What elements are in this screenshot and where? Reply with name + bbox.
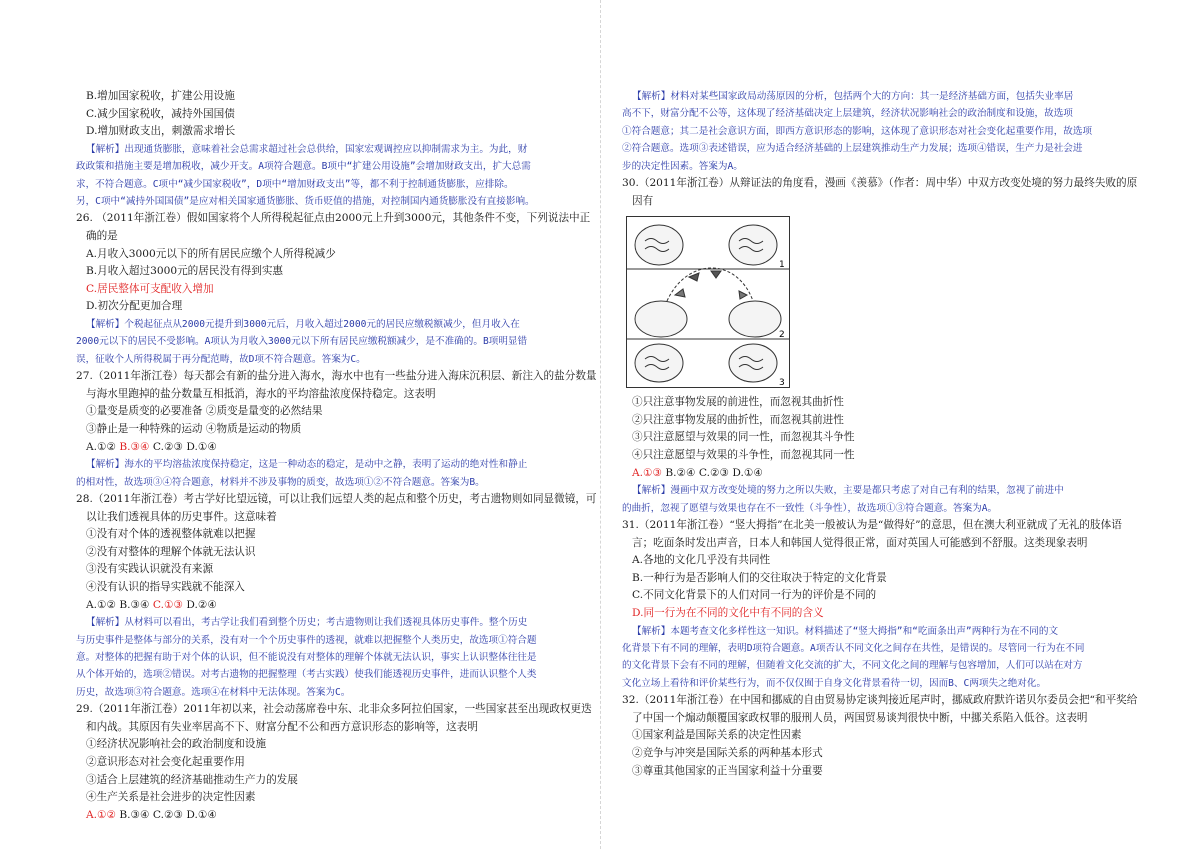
explanation-line: 文化立场上看待和评价某些行为，而不仅仅囿于自身文化背景看待一切，因而B、C两项失之绝对化。 <box>622 677 1047 689</box>
q25-explanation <box>76 141 601 211</box>
explanation-line: 【解析】个税起征点从2000元提升到3000元后，月收入超过2000元的居民应缴税额减少，但月收入在 <box>86 318 520 330</box>
q26-option-a: A.月收入3000元以下的所有居民应缴个人所得税减少 <box>86 247 336 260</box>
explanation-line: 高不下，财富分配不公等，这体现了经济基础决定上层建筑，经济状况影响社会的政治制度和设施，故选项 <box>622 108 1073 120</box>
choice: B.③④ C.②③ D.①④ <box>116 808 217 821</box>
q31-stem-line1: 31.（2011年浙江卷）“竖大拇指”在北美一般被认为是“做得好”的意思，但在澳大利亚就成了无礼的肢体语 <box>622 519 1122 531</box>
left-column <box>76 88 601 824</box>
q26-explanation <box>76 316 601 368</box>
q32-option-2: ②竞争与冲突是国际关系的两种基本形式 <box>632 746 823 759</box>
q29-option-1: ①经济状况影响社会的政治制度和设施 <box>86 738 267 751</box>
explanation-line: 的曲折，忽视了愿望与效果也存在不一致性（斗争性），故选项①③符合题意。答案为A。 <box>622 502 998 514</box>
q27-explanation <box>76 456 601 491</box>
explanation-line: 历史，故选项③符合题意。选项④在材料中无法体现。答案为C。 <box>76 686 351 698</box>
q29-option-3: ③适合上层建筑的经济基础推动生产力的发展 <box>86 773 298 786</box>
explanation-line: 求，不符合题意。C项中“减少国家税收”，D项中“增加财政支出”等，都不利于控制通货膨胀，应排除。 <box>76 178 514 190</box>
q29-explanation <box>622 88 1157 175</box>
q28-option-3: ③没有实践认识就没有来源 <box>86 563 214 576</box>
q32-option-1: ①国家利益是国际关系的决定性因素 <box>632 729 802 742</box>
explanation-line: 【解析】出现通货膨胀，意味着社会总需求超过社会总供给，国家宏观调控应以抑制需求为主。为此，财 <box>86 143 528 155</box>
right-column <box>622 88 1157 780</box>
correct-choice: A.①② <box>86 808 117 821</box>
choice: C.②③ D.①④ <box>149 440 217 453</box>
panel-1-pots <box>635 225 777 265</box>
panel-2-pots <box>635 268 781 337</box>
cartoon-envy-figure <box>626 216 790 388</box>
explanation-line: 【解析】本题考查文化多样性这一知识。材料描述了“竖大拇指”和“吃面条出声”两种行为在不同的文 <box>632 625 1059 637</box>
explanation-line: 【解析】海水的平均溶盐浓度保持稳定，这是一种动态的稳定，是动中之静，表明了运动的绝对性和静止 <box>86 459 528 471</box>
q27-stem-line2: 与海水里跑掉的盐分数量互相抵消，海水的平均溶盐浓度保持稳定。这表明 <box>86 387 436 400</box>
q32-stem-line1: 32.（2011年浙江卷）在中国和挪威的自由贸易协定谈判接近尾声时，挪威政府默许诺贝尔委员会把“和平奖给 <box>622 694 1138 707</box>
q29-stem-line2: 和内战。其原因有失业率居高不下、财富分配不公和西方意识形态的影响等，这表明 <box>86 720 478 733</box>
q31-stem-line2: 言；吃面条时发出声音，日本人和韩国人觉得很正常，面对英国人可能感到不舒服。这类现象表明 <box>632 536 1088 549</box>
explanation-line: ②符合题意。选项③表述错误，应为适合经济基础的上层建筑推动生产力发展；选项④错误，生产力是社会进 <box>622 143 1083 155</box>
explanation-line: 意。对整体的把握有助于对个体的认识，但不能说没有对整体的理解个体就无法认识，事实上认识整体往往是 <box>76 651 537 663</box>
explanation-line: 【解析】漫画中双方改变处境的努力之所以失败，主要是都只考虑了对自己有利的结果，忽视了前进中 <box>632 485 1064 497</box>
explanation-line: 另，C项中“减持外国国债”是应对相关国家通货膨胀、货币贬值的措施，对控制国内通货膨胀没有直接影响。 <box>76 196 535 207</box>
panel-label-1: 1 <box>779 260 785 271</box>
panel-3-pots <box>635 344 777 382</box>
panel-label-2: 2 <box>779 330 785 341</box>
explanation-line: 化背景下有不同的理解，表明D项符合题意。A项否认不同文化之间存在共性，是错误的。尽管同一行为在不同 <box>622 642 1085 654</box>
q26-option-b: B.月收入超过3000元的居民没有得到实惠 <box>86 265 284 278</box>
explanation-line: 的文化背景下会有不同的理解，但随着文化交流的扩大，不同文化之间的理解与包容增加，人们可以站在对方 <box>622 660 1083 672</box>
q25-option-d: D.增加财政支出，刺激需求增长 <box>86 125 236 138</box>
q30-option-1: ①只注意事物发展的前进性，而忽视其曲折性 <box>632 396 844 409</box>
correct-choice: A.①③ <box>632 466 663 479</box>
q28-option-1: ①没有对个体的透视整体就难以把握 <box>86 528 256 541</box>
explanation-line: 【解析】材料对某些国家政局动荡原因的分析，包括两个大的方向：其一是经济基础方面，包括失业率居 <box>632 91 1074 102</box>
q30-stem-line1: 30.（2011年浙江卷）从辩证法的角度看，漫画《羡慕》（作者：周中华）中双方改变处境的努力最终失败的原 <box>622 177 1138 190</box>
q26-stem-line1: 26. （2011年浙江卷）假如国家将个人所得税起征点由2000元上升到3000元，其他条件不变，下列说法中正 <box>76 212 591 225</box>
q32-option-3: ③尊重其他国家的正当国家利益十分重要 <box>632 764 823 777</box>
q30-option-4: ④只注意愿望与效果的斗争性，而忽视其同一性 <box>632 449 855 461</box>
q29-option-4: ④生产关系是社会进步的决定性因素 <box>86 791 256 804</box>
explanation-line: 的相对性，故选项③④符合题意，材料并不涉及事物的质变，故选项①②不符合题意。答案为B。 <box>76 476 485 488</box>
q29-answer-choices <box>76 807 601 825</box>
explanation-line: 从个体开始的，选项②错误。对考古遗物的把握整理（考古实践）使我们能透视历史事件，进而认识整个人类 <box>76 669 537 681</box>
explanation-line: 与历史事件是整体与部分的关系，没有对一个个历史事件的透视，就难以把握整个人类历史，故选项①符合题 <box>76 634 537 646</box>
cartoon-illustration <box>627 217 789 387</box>
q29-option-2: ②意识形态对社会变化起重要作用 <box>86 755 245 768</box>
explanation-line: ①符合题意；其二是社会意识方面，即西方意识形态的影响，这体现了意识形态对社会变化起重要作用，故选项 <box>622 125 1093 137</box>
choice: D.②④ <box>183 598 217 611</box>
q31-option-b: B.一种行为是否影响人们的交往取决于特定的文化背景 <box>632 571 887 584</box>
q28-answer-choices <box>76 597 601 615</box>
q31-explanation <box>622 623 1157 693</box>
q28-option-2: ②没有对整体的理解个体就无法认识 <box>86 545 256 558</box>
q26-option-c-answer: C.居民整体可支配收入增加 <box>86 282 214 295</box>
explanation-line: 2000元以下的居民不受影响。A项认为月收入3000元以下所有居民应缴税额减少，是不准确的。B项明显错 <box>76 336 528 348</box>
q30-answer-choices <box>622 465 1157 483</box>
q28-option-4: ④没有认识的指导实践就不能深入 <box>86 580 245 593</box>
q31-option-d-answer: D.同一行为在不同的文化中有不同的含义 <box>632 606 824 619</box>
q28-stem-line2: 以让我们透视具体的历史事件。这意味着 <box>86 510 277 523</box>
q28-explanation <box>76 614 601 701</box>
q27-stem-line1: 27.（2011年浙江卷）每天都会有新的盐分进入海水，海水中也有一些盐分进入海床沉积层、新注入的盐分数量 <box>76 370 597 383</box>
q27-options-2: ③静止是一种特殊的运动 ④物质是运动的物质 <box>86 422 302 435</box>
explanation-line: 政政策和措施主要是增加税收，减少开支。A项符合题意。B项中“扩建公用设施”会增加财政支出，扩大总需 <box>76 161 531 173</box>
choice: B.②④ C.②③ D.①④ <box>662 466 763 479</box>
correct-choice: C.①③ <box>152 598 183 611</box>
explanation-line: 误，征收个人所得税属于再分配范畴，故D项不符合题意。答案为C。 <box>76 353 366 365</box>
q26-option-d: D.初次分配更加合理 <box>86 300 183 313</box>
q30-stem-line2: 因有 <box>632 194 654 207</box>
q30-option-3: ③只注意愿望与效果的同一性，而忽视其斗争性 <box>632 431 855 444</box>
q31-option-c: C.不同文化背景下的人们对同一行为的评价是不同的 <box>632 589 877 602</box>
q28-stem-line1: 28.（2011年浙江卷）考古学好比望远镜，可以让我们远望人类的起点和整个历史，考古遗物则如同显微镜，可 <box>76 492 597 505</box>
q25-option-b: B.增加国家税收，扩建公用设施 <box>86 90 235 102</box>
panel-label-3: 3 <box>779 378 785 388</box>
q29-stem-line1: 29.（2011年浙江卷）2011年初以来，社会动荡席卷中东、北非众多阿拉伯国家，一些国家甚至出现政权更迭 <box>76 703 592 716</box>
explanation-line: 步的决定性因素。答案为A。 <box>622 160 743 172</box>
q25-option-c: C.减少国家税收，减持外国国债 <box>86 107 235 120</box>
q27-answer-choices <box>76 439 601 457</box>
q32-stem-line2: 了中国一个煽动颠覆国家政权罪的服刑人员，两国贸易谈判很快中断，中挪关系陷入低谷。这表明 <box>632 711 1088 724</box>
q27-options-1: ①量变是质变的必要准备 ②质变是量变的必然结果 <box>86 405 323 418</box>
q30-option-2: ②只注意事物发展的曲折性，而忽视其前进性 <box>632 413 844 426</box>
q26-stem-line2: 确的是 <box>86 230 118 242</box>
q30-explanation <box>622 482 1157 517</box>
q31-option-a: A.各地的文化几乎没有共同性 <box>632 554 771 567</box>
correct-choice: B.③④ <box>119 440 150 453</box>
choice: A.①② B.③④ <box>86 598 153 611</box>
explanation-line: 【解析】从材料可以看出，考古学让我们看到整个历史；考古遗物则让我们透视具体历史事件。整个历史 <box>86 617 528 629</box>
choice: A.①② <box>86 440 120 453</box>
